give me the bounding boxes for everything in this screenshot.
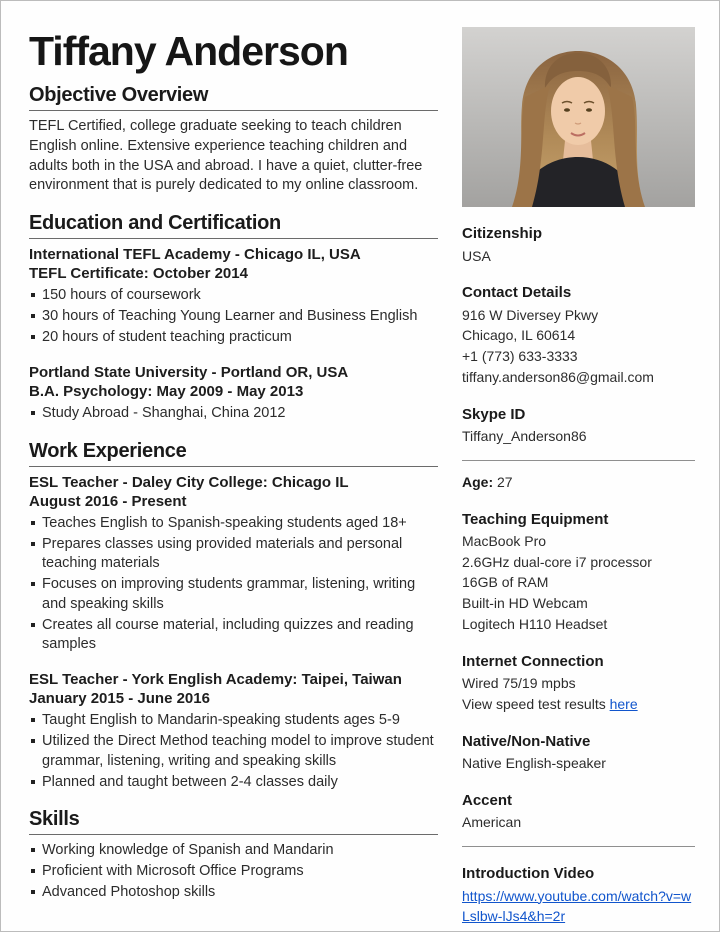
education-entry-subtitle: B.A. Psychology: May 2009 - May 2013 (29, 382, 304, 400)
list-item: Taught English to Mandarin-speaking students ages 5-9 (29, 711, 438, 731)
profile-photo (462, 27, 695, 207)
resume-side-column (462, 25, 695, 931)
equipment-line: MacBook Pro (462, 533, 547, 550)
video-link-line (462, 886, 695, 927)
education-entry (29, 363, 438, 424)
equipment-heading: Teaching Equipment (462, 510, 609, 528)
contact-email: tiffany.anderson86@gmail.com (462, 368, 654, 385)
work-bullet-list (29, 514, 438, 655)
list-item: Study Abroad - Shanghai, China 2012 (29, 404, 438, 424)
objective-heading: Objective Overview (29, 84, 438, 111)
speedtest-text: View speed test results (462, 695, 610, 712)
list-item: 20 hours of student teaching practicum (29, 328, 438, 348)
list-item: Creates all course material, including quizzes and reading samples (29, 616, 438, 655)
internet-speedtest-line (462, 694, 695, 715)
list-item: Utilized the Direct Method teaching model to improve student grammar, listening, writing and speaking skills (29, 732, 438, 771)
equipment-line: 2.6GHz dual-core i7 processor (462, 553, 652, 570)
work-entry (29, 473, 438, 655)
citizenship-value: USA (462, 247, 491, 264)
side-divider (462, 460, 695, 461)
list-item: Prepares classes using provided materials and personal teaching materials (29, 535, 438, 574)
age-label: Age: (462, 473, 494, 490)
equipment-line: Built-in HD Webcam (462, 595, 588, 612)
person-name: Tiffany Anderson (29, 28, 348, 74)
list-item: Advanced Photoshop skills (29, 883, 438, 903)
list-item: 150 hours of coursework (29, 286, 438, 306)
education-entry-title: International TEFL Academy - Chicago IL, USA (29, 245, 361, 263)
work-entry-title: ESL Teacher - Daley City College: Chicago IL (29, 473, 349, 491)
speedtest-link[interactable]: here (609, 695, 638, 712)
side-divider (462, 846, 695, 847)
list-item: Proficient with Microsoft Office Programs (29, 862, 438, 882)
age-value: 27 (497, 473, 513, 490)
list-item: Working knowledge of Spanish and Mandarin (29, 841, 438, 861)
resume-main-column (29, 25, 438, 931)
intro-video-link[interactable]: https://www.youtube.com/watch?v=wLslbw-lJs4&h=2r (462, 887, 692, 925)
citizenship-heading: Citizenship (462, 225, 543, 242)
headshot-illustration (462, 27, 695, 207)
education-bullet-list (29, 404, 438, 424)
video-heading: Introduction Video (462, 865, 595, 882)
internet-speed: Wired 75/19 mpbs (462, 675, 576, 692)
list-item: Teaches English to Spanish-speaking students aged 18+ (29, 514, 438, 534)
native-heading: Native/Non-Native (462, 732, 591, 750)
contact-city-line: Chicago, IL 60614 (462, 327, 576, 344)
age-line (462, 472, 695, 493)
skills-heading: Skills (29, 808, 438, 835)
native-value: Native English-speaker (462, 755, 606, 772)
skype-heading: Skype ID (462, 405, 526, 423)
accent-heading: Accent (462, 791, 513, 809)
education-heading: Education and Certification (29, 212, 438, 239)
contact-heading: Contact Details (462, 284, 572, 302)
contact-address-line: 916 W Diversey Pkwy (462, 306, 599, 323)
education-entry-title: Portland State University - Portland OR, USA (29, 363, 349, 381)
work-entry (29, 670, 438, 792)
equipment-line: 16GB of RAM (462, 574, 549, 591)
education-entry-subtitle: TEFL Certificate: October 2014 (29, 265, 248, 283)
education-entry (29, 245, 438, 348)
list-item: 30 hours of Teaching Young Learner and Business English (29, 307, 438, 327)
work-bullet-list (29, 711, 438, 792)
skype-value: Tiffany_Anderson86 (462, 428, 587, 445)
equipment-line: Logitech H110 Headset (462, 615, 608, 632)
work-heading: Work Experience (29, 440, 438, 467)
contact-phone: +1 (773) 633-3333 (462, 348, 578, 365)
objective-text: TEFL Certified, college graduate seeking to teach children English online. Extensive experience teaching children and adults both in the USA and abroad. I have a quiet, clutter-free environment that is purely dedicated to my online classroom. (29, 118, 423, 194)
work-entry-title: ESL Teacher - York English Academy: Taipei, Taiwan (29, 671, 402, 688)
work-entry-dates: January 2015 - June 2016 (29, 690, 210, 708)
skills-bullet-list (29, 841, 438, 902)
work-entry-dates: August 2016 - Present (29, 492, 187, 510)
internet-heading: Internet Connection (462, 652, 604, 670)
education-bullet-list (29, 286, 438, 347)
list-item: Planned and taught between 2-4 classes daily (29, 773, 438, 793)
accent-value: American (462, 814, 522, 831)
list-item: Focuses on improving students grammar, listening, writing and speaking skills (29, 575, 438, 614)
